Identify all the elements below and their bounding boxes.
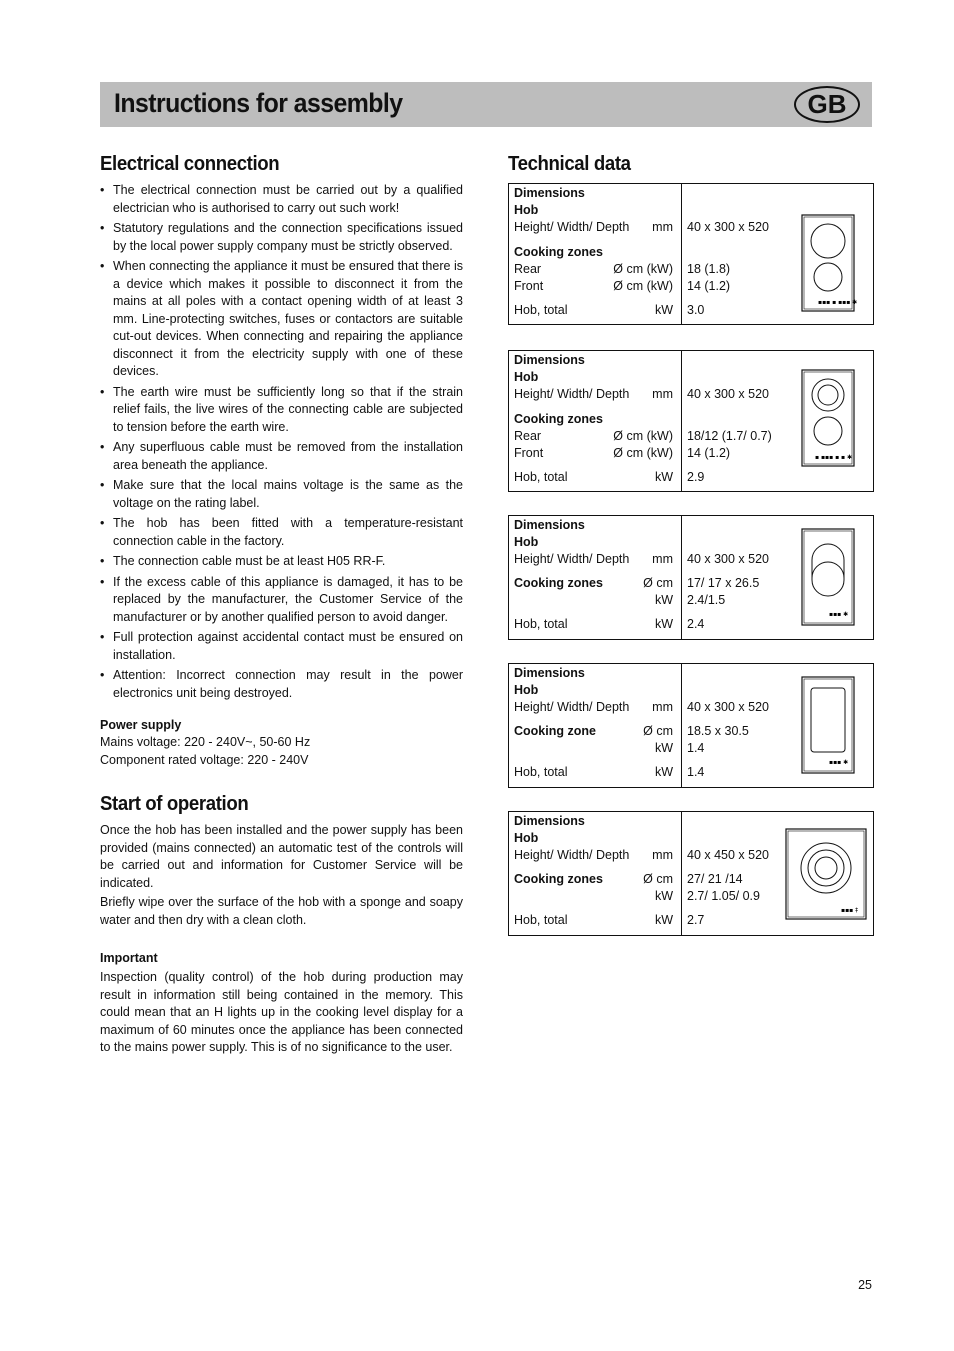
bullet-item bbox=[100, 553, 463, 571]
hob-label: Hob bbox=[514, 831, 539, 845]
svg-text:▪ ▪▪▪ ▪ ▪ ✱: ▪ ▪▪▪ ▪ ▪ ✱ bbox=[815, 454, 853, 461]
important-heading: Important bbox=[100, 951, 158, 965]
bullet-item bbox=[100, 384, 463, 437]
mm-unit: mm bbox=[652, 700, 673, 714]
column-divider bbox=[681, 664, 682, 787]
cm-kw-unit: Ø cm (kW) bbox=[613, 446, 673, 460]
zone-size-value: 18.5 x 30.5 bbox=[687, 724, 749, 738]
bullet-icon: • bbox=[100, 384, 105, 399]
rear-value: 18/12 (1.7/ 0.7) bbox=[687, 429, 772, 443]
hwd-label: Height/ Width/ Depth bbox=[514, 387, 630, 401]
bullet-text: Any superfluous cable must be removed from the installation area beneath the appliance. bbox=[113, 440, 463, 472]
hob-total-label: Hob, total bbox=[514, 765, 568, 779]
hob-total-value: 3.0 bbox=[687, 303, 705, 317]
important-paragraph: Inspection (quality control) of the hob during production may result in information still being contained in the memory. This could mean that an H lights up in the cooking level display for a maximum of 60 minutes once the appliance has been connected to the mains power supply. This is of no significance to the user. bbox=[100, 970, 463, 1054]
hob-total-value: 2.4 bbox=[687, 617, 705, 631]
header-bar bbox=[100, 82, 872, 127]
cooking-zones-label: Cooking zones bbox=[514, 245, 603, 259]
mains-voltage-text: Mains voltage: 220 - 240V~, 50-60 Hz bbox=[100, 735, 311, 749]
bullet-icon: • bbox=[100, 574, 105, 589]
column-divider bbox=[681, 812, 682, 935]
electrical-bullet-list bbox=[100, 182, 463, 702]
hwd-value: 40 x 300 x 520 bbox=[687, 220, 770, 234]
front-value: 14 (1.2) bbox=[687, 446, 731, 460]
hwd-value: 40 x 300 x 520 bbox=[687, 387, 770, 401]
zone-size-value: 17/ 17 x 26.5 bbox=[687, 576, 760, 590]
bullet-item bbox=[100, 477, 463, 512]
dimensions-label: Dimensions bbox=[514, 518, 585, 532]
hob-label: Hob bbox=[514, 535, 539, 549]
svg-text:▪▪▪ ‡: ▪▪▪ ‡ bbox=[841, 907, 859, 914]
hob-oval-zone-diagram bbox=[801, 528, 857, 628]
bullet-icon: • bbox=[100, 221, 105, 235]
cooking-zones-label: Cooking zones bbox=[514, 872, 603, 886]
bullet-icon: • bbox=[100, 668, 105, 682]
start-paragraph-1: Once the hob has been installed and the power supply has been provided (mains connected) an automatic test of the controls will be carried out and information for Customer Service will be indicated. bbox=[100, 823, 463, 890]
hwd-value: 40 x 300 x 520 bbox=[687, 552, 770, 566]
zone-power-value: 2.4/1.5 bbox=[687, 593, 726, 607]
kw-unit: kW bbox=[654, 741, 673, 755]
bullet-icon: • bbox=[100, 630, 105, 644]
bullet-item bbox=[100, 667, 463, 702]
bullet-icon: • bbox=[100, 478, 105, 492]
tech-box-5 bbox=[508, 811, 874, 936]
hob-triple-ring-diagram bbox=[785, 828, 869, 922]
bullet-item bbox=[100, 182, 463, 217]
technical-heading: Technical data bbox=[508, 153, 631, 175]
bullet-icon: • bbox=[100, 554, 105, 568]
hob-total-value: 1.4 bbox=[687, 765, 705, 779]
electrical-heading: Electrical connection bbox=[100, 153, 280, 175]
hob-dual-zone-diagram bbox=[801, 369, 857, 469]
cm-kw-unit: Ø cm (kW) bbox=[613, 429, 673, 443]
svg-text:▪▪▪ ✱: ▪▪▪ ✱ bbox=[829, 611, 849, 618]
tech-box-4 bbox=[508, 663, 874, 788]
bullet-text: Attention: Incorrect connection may result in the power electronics unit being destroyed. bbox=[113, 668, 463, 700]
cm-unit: Ø cm bbox=[643, 576, 673, 590]
hob-total-label: Hob, total bbox=[514, 913, 568, 927]
front-label: Front bbox=[514, 279, 544, 293]
kw-unit: kW bbox=[654, 303, 673, 317]
front-label: Front bbox=[514, 446, 544, 460]
bullet-item bbox=[100, 629, 463, 664]
hwd-label: Height/ Width/ Depth bbox=[514, 552, 630, 566]
bullet-text: Make sure that the local mains voltage is the same as the voltage on the rating label. bbox=[113, 478, 463, 510]
hwd-label: Height/ Width/ Depth bbox=[514, 220, 630, 234]
cm-unit: Ø cm bbox=[643, 872, 673, 886]
start-paragraph-2: Briefly wipe over the surface of the hob with a sponge and soapy water and then dry with a clean cloth. bbox=[100, 895, 463, 927]
bullet-item bbox=[100, 439, 463, 474]
bullet-text: If the excess cable of this appliance is damaged, it has to be replaced by the manufacturer, the Customer Service of the manufacturer or by another qualified person to avoid danger. bbox=[113, 574, 463, 624]
bullet-text: When connecting the appliance it must be ensured that there is a device which makes it possible to disconnect it from the mains at all poles with a contact opening width of at least 3 mm. Line-protecting switches, fuses or contactors are suitable cut-out devices. When connecting and repairing the appliance disconnect it from the electricity supply with one of these devices. bbox=[113, 259, 463, 378]
kw-unit: kW bbox=[654, 765, 673, 779]
bullet-text: The hob has been fitted with a temperature-resistant connection cable in the factory. bbox=[113, 516, 463, 548]
hob-rectangular-zone-diagram bbox=[801, 676, 857, 776]
tech-box-2 bbox=[508, 350, 874, 492]
kw-unit: kW bbox=[654, 593, 673, 607]
bullet-icon: • bbox=[100, 516, 105, 530]
dimensions-label: Dimensions bbox=[514, 353, 585, 367]
hob-total-value: 2.7 bbox=[687, 913, 705, 927]
hwd-label: Height/ Width/ Depth bbox=[514, 848, 630, 862]
left-column bbox=[100, 153, 463, 1057]
hob-total-label: Hob, total bbox=[514, 303, 568, 317]
front-value: 14 (1.2) bbox=[687, 279, 731, 293]
hob-total-label: Hob, total bbox=[514, 470, 568, 484]
rear-value: 18 (1.8) bbox=[687, 262, 731, 276]
mm-unit: mm bbox=[652, 552, 673, 566]
tech-box-3 bbox=[508, 515, 874, 640]
dimensions-label: Dimensions bbox=[514, 814, 585, 828]
rear-label: Rear bbox=[514, 429, 542, 443]
kw-unit: kW bbox=[654, 889, 673, 903]
rear-label: Rear bbox=[514, 262, 542, 276]
bullet-icon: • bbox=[100, 440, 105, 454]
kw-unit: kW bbox=[654, 913, 673, 927]
language-badge: GB bbox=[794, 86, 860, 123]
zone-size-value: 27/ 21 /14 bbox=[687, 872, 743, 886]
page-title: Instructions for assembly bbox=[114, 88, 403, 118]
cm-kw-unit: Ø cm (kW) bbox=[613, 279, 673, 293]
svg-text:▪▪▪ ▪ ▪▪▪ ✱: ▪▪▪ ▪ ▪▪▪ ✱ bbox=[818, 299, 857, 306]
cooking-zone-label: Cooking zone bbox=[514, 724, 596, 738]
bullet-icon: • bbox=[100, 259, 105, 273]
start-heading: Start of operation bbox=[100, 793, 249, 815]
kw-unit: kW bbox=[654, 617, 673, 631]
hob-total-value: 2.9 bbox=[687, 470, 705, 484]
power-supply-heading: Power supply bbox=[100, 718, 182, 732]
bullet-item bbox=[100, 220, 463, 255]
hob-two-zone-diagram bbox=[801, 214, 857, 314]
hwd-label: Height/ Width/ Depth bbox=[514, 700, 630, 714]
hwd-value: 40 x 300 x 520 bbox=[687, 700, 770, 714]
bullet-text: Statutory regulations and the connection specifications issued by the local power supply company must be strictly observed. bbox=[113, 221, 463, 253]
bullet-text: Full protection against accidental contact must be ensured on installation. bbox=[113, 630, 463, 662]
tech-box-1 bbox=[508, 183, 874, 325]
hob-label: Hob bbox=[514, 370, 539, 384]
cooking-zones-label: Cooking zones bbox=[514, 576, 603, 590]
bullet-icon: • bbox=[100, 183, 105, 197]
rated-voltage-text: Component rated voltage: 220 - 240V bbox=[100, 752, 309, 767]
right-column bbox=[508, 153, 874, 927]
mm-unit: mm bbox=[652, 220, 673, 234]
dimensions-label: Dimensions bbox=[514, 186, 585, 200]
bullet-text: The connection cable must be at least H05 RR-F. bbox=[113, 554, 386, 568]
zone-power-value: 1.4 bbox=[687, 741, 705, 755]
bullet-item bbox=[100, 258, 463, 381]
mm-unit: mm bbox=[652, 848, 673, 862]
kw-unit: kW bbox=[654, 470, 673, 484]
column-divider bbox=[681, 184, 682, 324]
bullet-text: The earth wire must be sufficiently long so that if the strain relief fails, the live wires of the connecting cable are subjected to tension before the earth wire. bbox=[113, 384, 463, 434]
hwd-value: 40 x 450 x 520 bbox=[687, 848, 770, 862]
cooking-zones-label: Cooking zones bbox=[514, 412, 603, 426]
mm-unit: mm bbox=[652, 387, 673, 401]
bullet-text: The electrical connection must be carried out by a qualified electrician who is authorised to carry out such work! bbox=[113, 183, 463, 215]
svg-text:▪▪▪ ✱: ▪▪▪ ✱ bbox=[829, 759, 849, 766]
cm-kw-unit: Ø cm (kW) bbox=[613, 262, 673, 276]
zone-power-value: 2.7/ 1.05/ 0.9 bbox=[687, 889, 760, 903]
bullet-item bbox=[100, 515, 463, 550]
bullet-item bbox=[100, 574, 463, 627]
page-number: 25 bbox=[858, 1278, 872, 1292]
cm-unit: Ø cm bbox=[643, 724, 673, 738]
hob-label: Hob bbox=[514, 683, 539, 697]
hob-total-label: Hob, total bbox=[514, 617, 568, 631]
column-divider bbox=[681, 516, 682, 639]
hob-label: Hob bbox=[514, 203, 539, 217]
dimensions-label: Dimensions bbox=[514, 666, 585, 680]
column-divider bbox=[681, 351, 682, 491]
